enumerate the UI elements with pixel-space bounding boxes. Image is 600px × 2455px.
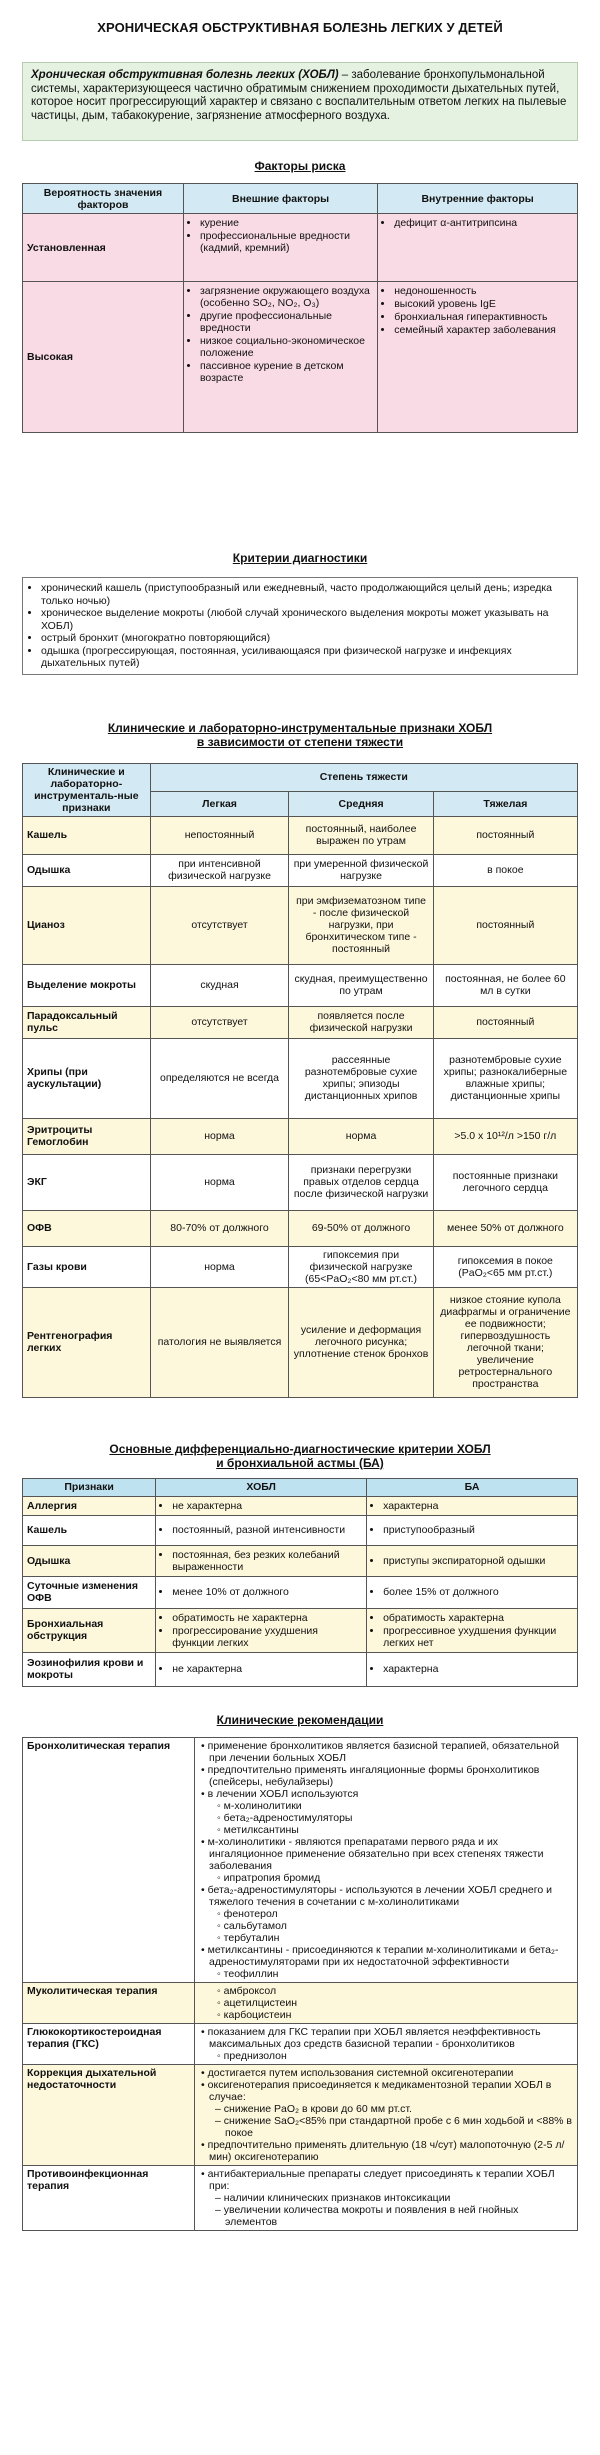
list-item: • менее 10% от должного [172,1586,362,1598]
list-item: • показанием для ГКС терапии при ХОБЛ является неэффективность максимальных доз средств базисной терапии - бронхолитиков [201,2025,541,2050]
list-item: • в лечении ХОБЛ используются [201,1787,359,1800]
table-row [23,1496,578,1515]
row-label: Глюкокортикостероидная терапия (ГКС) [23,2023,195,2064]
row-label: Суточные изменения ОФВ [23,1576,156,1608]
list-item: • профессиональные вредности (кадмий, кремний) [200,230,373,254]
severity-corner: Клинические и лабораторно-инструменталь-ные признаки [23,763,151,816]
list-item: ◦ преднизолон [217,2049,287,2062]
cell: норма [150,1246,289,1287]
cell: постоянный [433,886,577,964]
row-label: Аллергия [23,1496,156,1515]
cell: определяются не всегда [150,1038,289,1118]
definition-term: Хроническая обструктивная болезнь легких (ХОБЛ) [31,69,339,81]
severity-col-severe: Тяжелая [433,792,577,816]
cell: гипоксемия в покое (PaO₂<65 мм рт.ст.) [433,1246,577,1287]
table-row [23,1737,578,1982]
list-item: • не характерна [172,1663,362,1675]
table-row [23,1545,578,1576]
list-item: – увеличении количества мокроты и появления в ней гнойных элементов [215,2203,519,2228]
rec-content [195,1982,578,2023]
diff-title-line1: Основные дифференциально-диагностические критерии ХОБЛ [109,1441,491,1456]
list-item: • антибактериальные препараты следует присоединять к терапии ХОБЛ при: [201,2167,555,2192]
row-label: Эритроциты Гемоглобин [23,1118,151,1154]
list-item: ◦ ацетилцистеин [217,1996,298,2009]
list-item: ◦ фенотерол [217,1907,278,1920]
risk-row-label: Высокая [23,282,184,433]
list-item: • достигается путем использования системной оксигенотерапии [201,2066,514,2079]
list-item: • курение [200,217,373,229]
list-item: ◦ сальбутамол [217,1919,287,1932]
list-item: • оксигенотерапия присоединяется к медикаментозной терапии ХОБЛ в случае: [201,2078,552,2103]
risk-header-internal: Внутренние факторы [378,184,578,214]
row-label: Цианоз [23,886,151,964]
list-item: • более 15% от должного [383,1586,573,1598]
table-row [23,816,578,854]
document-title: ХРОНИЧЕСКАЯ ОБСТРУКТИВНАЯ БОЛЕЗНЬ ЛЕГКИХ У ДЕТЕЙ [97,20,503,35]
list-item: • пассивное курение в детском возрасте [200,360,373,384]
rec-content [195,2165,578,2230]
table-row [23,2165,578,2230]
list-item: • бета₂-адреностимуляторы - используются в лечении ХОБЛ среднего и тяжелого течения в сочетании с м-холинолитиками [201,1883,552,1908]
cell: постоянная, не более 60 мл в сутки [433,964,577,1006]
cell: разнотембровые сухие хрипы; разнокалиберные влажные хрипы; дистанционные хрипы [433,1038,577,1118]
list-item: • прогрессирование ухудшения функции легких [172,1625,362,1649]
cell: постоянные признаки легочного сердца [433,1154,577,1210]
cell: при умеренной физической нагрузке [289,854,433,886]
diff-table [22,1478,578,1687]
diff-header-copd: ХОБЛ [156,1478,367,1496]
list-item: – снижение PaO₂ в крови до 60 мм рт.ст. [215,2102,412,2115]
list-item: • прогрессивное ухудшения функции легких нет [383,1625,573,1649]
list-item: • хронический кашель (приступообразный или ежедневный, часто продолжающийся целый день; изредка только ночью) [41,582,571,607]
diff-title-line2: и бронхиальной астмы (БА) [216,1455,384,1470]
list-item: • недоношенность [394,285,573,297]
list-item: • приступообразный [383,1524,573,1536]
table-row [23,1608,578,1652]
cell: постоянный, наиболее выражен по утрам [289,816,433,854]
row-label: Рентгенография легких [23,1287,151,1397]
row-label: Кашель [23,1515,156,1545]
risk-table [22,183,578,433]
table-row [23,1006,578,1038]
table-row [23,1287,578,1397]
diff-title [22,1442,578,1470]
table-row [23,2064,578,2165]
list-item: • обратимость характерна [383,1612,573,1624]
list-item: • постоянная, без резких колебаний выраженности [172,1549,362,1573]
list-item: ◦ теофиллин [217,1967,279,1980]
list-item: • предпочтительно применять длительную (18 ч/сут) малопоточную (2-5 л/мин) оксигенотерапию [201,2138,565,2163]
cell: в покое [433,854,577,886]
table-row [23,1982,578,2023]
list-item: • обратимость не характерна [172,1612,362,1624]
row-label: Одышка [23,854,151,886]
diag-title: Критерии диагностики [232,551,368,565]
row-label: Хрипы (при аускультации) [23,1038,151,1118]
definition-text: – заболевание бронхопульмональной системы, характеризующееся частично обратимым снижением проходимости дыхательных путей, которое носит прогрессирующий характер и связано с воспалительным ответом легких на пылевые частицы, дым, табакокурение, загрязнение атмосферного воздуха. [31,69,567,122]
cell: рассеянные разнотембровые сухие хрипы; эпизоды дистанционных хрипов [289,1038,433,1118]
list-item: • дефицит α-антитрипсина [394,217,573,229]
risk-header-probability: Вероятность значения факторов [23,184,184,214]
cell: непостоянный [150,816,289,854]
row-label: Кашель [23,816,151,854]
row-label: Противоинфекционная терапия [23,2165,195,2230]
list-item: • характерна [383,1663,573,1675]
list-item: • одышка (прогрессирующая, постоянная, усиливающаяся при физической нагрузке и инфекциях дыхательных путей) [41,645,571,670]
list-item: • другие профессиональные вредности [200,310,373,334]
row-label: Парадоксальный пульс [23,1006,151,1038]
cell: усиление и деформация легочного рисунка; уплотнение стенок бронхов [289,1287,433,1397]
rec-title: Клинические рекомендации [216,1712,384,1727]
risk-row-label: Установленная [23,214,184,282]
cell: 69-50% от должного [289,1210,433,1246]
row-label: Муколитическая терапия [23,1982,195,2023]
table-row [23,854,578,886]
list-item: ◦ карбоцистеин [217,2008,292,2021]
list-item: ◦ ипратропия бромид [217,1871,321,1884]
severity-col-mild: Легкая [150,792,289,816]
severity-title [22,721,578,749]
list-item: ◦ амброксол [217,1984,277,1997]
cell: 80-70% от должного [150,1210,289,1246]
table-row [23,2023,578,2064]
cell: постоянный [433,816,577,854]
row-label: ОФВ [23,1210,151,1246]
diff-header-asthma: БА [367,1478,578,1496]
risk-title: Факторы риска [254,159,346,173]
cell: отсутствует [150,886,289,964]
severity-group: Степень тяжести [150,763,577,792]
row-label: Бронхиальная обструкция [23,1608,156,1652]
list-item: ◦ бета₂-адреностимуляторы [217,1811,353,1824]
severity-title-line2: в зависимости от степени тяжести [196,734,404,749]
table-row [23,1038,578,1118]
table-row [23,1652,578,1686]
list-item: • острый бронхит (многократно повторяющийся) [41,632,571,645]
list-item: • характерна [383,1500,573,1512]
risk-row-established [23,214,578,282]
row-label: Эозинофилия крови и мокроты [23,1652,156,1686]
row-label: Газы крови [23,1246,151,1287]
list-item: • приступы экспираторной одышки [383,1555,573,1567]
cell: норма [150,1154,289,1210]
cell: при эмфизематозном типе - после физической нагрузки, при бронхитическом типе - постоянный [289,886,433,964]
cell: низкое стояние купола диафрагмы и ограничение ее подвижности; гипервоздушность легочной ткани; увеличение ретростернального пространства [433,1287,577,1397]
cell: отсутствует [150,1006,289,1038]
severity-col-moderate: Средняя [289,792,433,816]
list-item: • м-холинолитики - являются препаратами первого ряда и их ингаляционное применение обязательно при всех степенях тяжести заболевания [201,1835,544,1872]
table-row [23,1246,578,1287]
list-item: • не характерна [172,1500,362,1512]
list-item: • хроническое выделение мокроты (любой случай хронического выделения мокроты может указывать на ХОБЛ) [41,607,571,632]
list-item: – снижение SaO₂<85% при стандартной пробе с 6 мин ходьбой и <88% в покое [215,2114,572,2139]
diag-box [22,577,578,675]
list-item: ◦ тербуталин [217,1931,280,1944]
list-item: • высокий уровень IgE [394,298,573,310]
list-item: • семейный характер заболевания [394,324,573,336]
list-item: – наличии клинических признаков интоксикации [215,2191,451,2204]
list-item: • применение бронхолитиков является базисной терапией, обязательной при лечении больных ХОБЛ [201,1739,560,1764]
table-row [23,1210,578,1246]
row-label: Одышка [23,1545,156,1576]
row-label: Выделение мокроты [23,964,151,1006]
cell: гипоксемия при физической нагрузке (65<PaO₂<80 мм рт.ст.) [289,1246,433,1287]
table-row [23,886,578,964]
cell: скудная, преимущественно по утрам [289,964,433,1006]
row-label: Бронхолитическая терапия [23,1737,195,1982]
rec-content [195,2023,578,2064]
definition-box [22,62,578,141]
row-label: ЭКГ [23,1154,151,1210]
row-label: Коррекция дыхательной недостаточности [23,2064,195,2165]
list-item: • загрязнение окружающего воздуха (особенно SO₂, NO₂, O₃) [200,285,373,309]
cell: скудная [150,964,289,1006]
table-row [23,1154,578,1210]
rec-content [195,2064,578,2165]
cell: норма [289,1118,433,1154]
rec-content [195,1737,578,1982]
cell: появляется после физической нагрузки [289,1006,433,1038]
cell: >5.0 х 10¹²/л >150 г/л [433,1118,577,1154]
list-item: • бронхиальная гиперактивность [394,311,573,323]
risk-row-high [23,282,578,433]
risk-header-external: Внешние факторы [183,184,377,214]
list-item: • постоянный, разной интенсивности [172,1524,362,1536]
cell: норма [150,1118,289,1154]
list-item: ◦ метилксантины [217,1823,299,1836]
list-item: • метилксантины - присоединяются к терапии м-холинолитиками и бета₂-адреностимуляторами при их недостаточной эффективности [201,1943,559,1968]
table-row [23,964,578,1006]
rec-table [22,1737,578,2231]
cell: признаки перегрузки правых отделов сердца после физической нагрузки [289,1154,433,1210]
table-row [23,1118,578,1154]
severity-title-line1: Клинические и лабораторно-инструментальные признаки ХОБЛ [107,720,493,735]
cell: менее 50% от должного [433,1210,577,1246]
diff-header-sign: Признаки [23,1478,156,1496]
cell: при интенсивной физической нагрузке [150,854,289,886]
table-row [23,1515,578,1545]
cell: патология не выявляется [150,1287,289,1397]
table-row [23,1576,578,1608]
list-item: • низкое социально-экономическое положение [200,335,373,359]
list-item: • предпочтительно применять ингаляционные формы бронхолитиков (спейсеры, небулайзеры) [201,1763,540,1788]
list-item: ◦ м-холинолитики [217,1799,302,1812]
cell: постоянный [433,1006,577,1038]
severity-table [22,763,578,1398]
